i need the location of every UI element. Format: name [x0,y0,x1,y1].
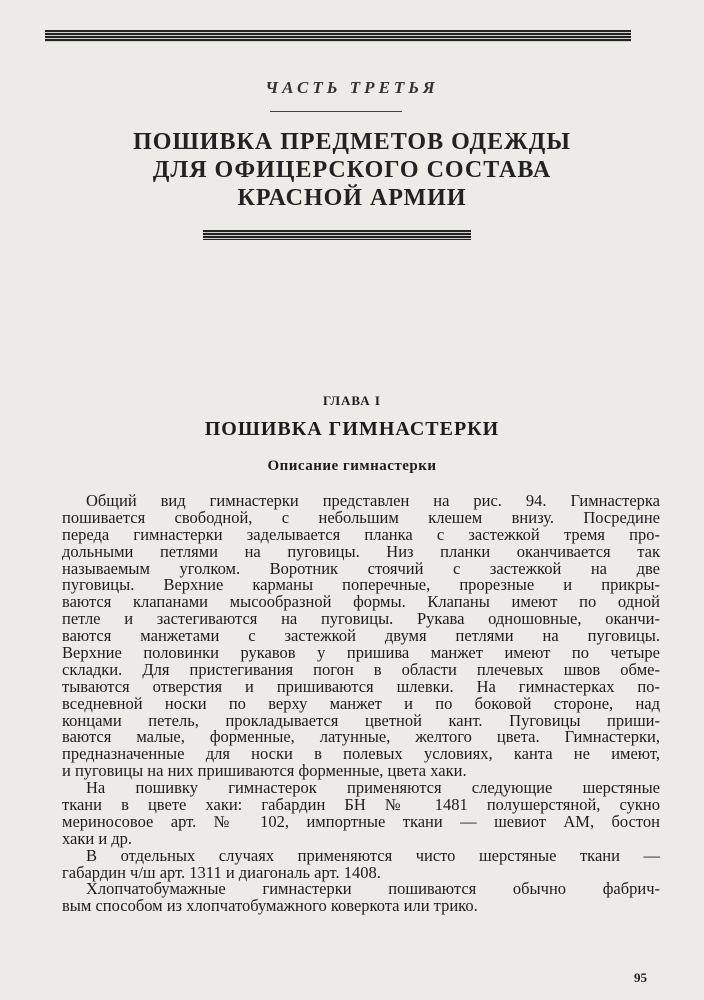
body-line: Хлопчатобумажные гимнастерки пошиваются обычно фабрич- [86,879,660,899]
body-line: дольными петлями на пуговицы. Низ планки оканчивается так [62,541,660,561]
body-line: ваются манжетами с застежкой двумя петлями на пуговицы. [62,626,660,646]
chapter-label: ГЛАВА I [323,393,381,408]
body-line: Общий вид гимнастерки представлен на рис. 94. Гимнастерка [86,491,660,510]
body-line: петле и застегиваются на пуговицы. Рукава одношовные, оканчи- [62,609,660,629]
body-line: пуговицы. Верхние карманы поперечные, прорезные и прикры- [62,575,660,595]
body-line: концами петель, прокладывается цветной кант. Пуговицы приши- [62,710,660,730]
body-line: и пуговицы на них пришиваются форменные, цвета хаки. [62,761,467,781]
body-line: хаки и др. [62,828,133,848]
part-title [0,128,704,212]
body-line: Верхние половинки рукавов у пришива манжет имеют по четыре [62,643,660,663]
body-line: складки. Для пристегивания погон в области плечевых швов обме- [62,659,660,679]
title-decorative-rule [203,230,471,240]
body-line: называемым уголком. Воротник стоячий с застежкой на две [62,558,660,578]
part-divider [270,111,402,112]
chapter-title: ПОШИВКА ГИМНАСТЕРКИ [204,418,500,440]
body-line: габардин ч/ш арт. 1311 и диагональ арт. 1408. [62,862,381,882]
page-number: 95 [634,970,647,985]
body-line: переда гимнастерки заделывается планка с застежкой тремя про- [62,524,660,544]
body-line: тываются отверстия и пришиваются шлевки. На гимнастерках по- [62,676,660,696]
top-decorative-rule [45,30,631,42]
part-title-line: КРАСНОЙ АРМИИ [237,185,467,211]
body-line: предназначенные для носки в полевых условиях, канта не имеют, [62,744,660,764]
body-line: пошивается свободной, с небольшим клешем внизу. Посредине [62,507,660,527]
body-line: вым способом из хлопчатобумажного коверкота или трико. [62,896,478,916]
part-title-line: ДЛЯ ОФИЦЕРСКОГО СОСТАВА [152,157,552,183]
body-text [62,493,660,915]
part-heading: ЧАСТЬ ТРЕТЬЯ [265,78,439,97]
part-title-line: ПОШИВКА ПРЕДМЕТОВ ОДЕЖДЫ [133,129,571,155]
body-line: ваются малые, форменные, латунные, желтого цвета. Гимнастерки, [62,727,660,747]
body-line: В отдельных случаях применяются чисто шерстяные ткани — [86,845,660,865]
body-line: ваются клапанами мысообразной формы. Клапаны имеют по одной [62,592,660,612]
body-line: вседневной носки по верху манжет и по боковой стороне, над [62,693,660,713]
body-line: мериносовое арт. № 102, импортные ткани — шевиот АМ, бостон [62,811,660,831]
body-line: ткани в цвете хаки: габардин БН № 1481 полушерстяной, сукно [62,795,660,815]
body-line: На пошивку гимнастерок применяются следующие шерстяные [86,778,660,798]
section-heading: Описание гимнастерки [267,458,437,474]
